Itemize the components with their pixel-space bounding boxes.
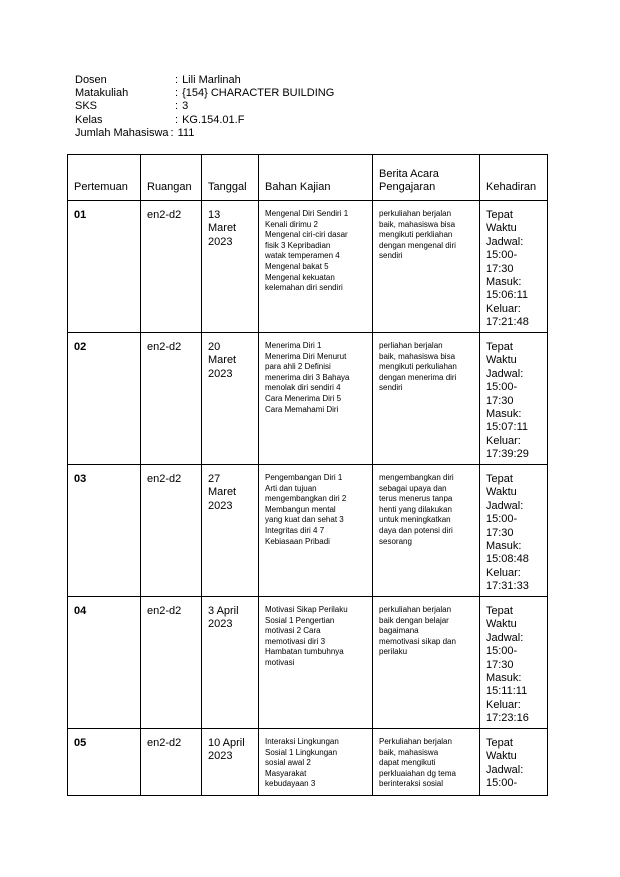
sks-row: SKS : 3 xyxy=(75,100,189,113)
header-kehadiran: Kehadiran xyxy=(480,155,548,201)
kehadiran-cell: Tepat Waktu Jadwal: 15:00- 17:30 Masuk: 15:08:48 Keluar: 17:31:33 xyxy=(486,473,529,593)
berita-acara-cell: perkuliahan berjalan baik dengan belajar bagaimana memotivasi sikap dan perilaku xyxy=(379,605,456,657)
pertemuan-cell: 05 xyxy=(74,737,87,749)
sks-value: 3 xyxy=(182,100,189,113)
bahan-kajian-cell: Menerima Diri 1 Menerima Diri Menurut para ahli 2 Definisi menerima diri 3 Bahaya menolak diri sendiri 4 Cara Menerima Diri 5 Cara Memahami Diri xyxy=(265,341,350,414)
berita-acara-cell: perkuliahan berjalan baik, mahasiswa bisa mengikuti perkliahan dengan mengenal diri sendiri xyxy=(379,209,456,261)
tanggal-cell: 13 Maret 2023 xyxy=(208,209,237,248)
table-row xyxy=(68,597,548,729)
pertemuan-cell: 01 xyxy=(74,209,87,221)
bahan-kajian-cell: Mengenal Diri Sendiri 1 Kenali dirimu 2 Mengenal ciri-ciri dasar fisik 3 Kepribadian watak temperamen 4 Mengenal bakat 5 Mengenal kekuatan kelemahan diri sendiri xyxy=(265,209,349,293)
table-row xyxy=(68,333,548,465)
pertemuan-cell: 03 xyxy=(74,473,87,485)
matakuliah-value: {154} CHARACTER BUILDING xyxy=(182,87,335,100)
header-berita-acara: Berita Acara Pengajaran xyxy=(373,155,480,201)
table-header-row xyxy=(68,155,548,201)
dosen-value: Lili Marlinah xyxy=(182,74,241,86)
dosen-label: Dosen xyxy=(75,74,107,86)
berita-acara-cell: perliahan berjalan baik, mahasiswa bisa mengikuti perkuliahan dengan menerima diri sendiri xyxy=(379,341,457,393)
ruangan-cell: en2-d2 xyxy=(147,737,182,749)
course-info xyxy=(75,74,334,140)
table-row xyxy=(68,201,548,333)
tanggal-cell: 20 Maret 2023 xyxy=(208,341,237,380)
pertemuan-cell: 02 xyxy=(74,341,87,353)
matakuliah-row: Matakuliah : {154} CHARACTER BUILDING xyxy=(75,87,335,100)
bahan-kajian-cell: Pengembangan Diri 1 Arti dan tujuan mengembangkan diri 2 Membangun mental yang kuat dan sehat 3 Integritas diri 4 7 Kebiasaan Pribadi xyxy=(265,473,347,546)
tanggal-cell: 3 April 2023 xyxy=(208,605,239,631)
pertemuan-cell: 04 xyxy=(74,605,87,617)
kehadiran-cell: Tepat Waktu Jadwal: 15:00- 17:30 Masuk: 15:11:11 Keluar: 17:23:16 xyxy=(486,605,529,725)
sks-label: SKS xyxy=(75,100,98,113)
jumlah-label: Jumlah Mahasiswa xyxy=(75,126,169,139)
ruangan-cell: en2-d2 xyxy=(147,341,182,353)
header-pertemuan: Pertemuan xyxy=(68,155,141,201)
matakuliah-label: Matakuliah xyxy=(75,87,129,100)
berita-acara-cell: Perkuliahan berjalan baik, mahasiswa dapat mengikuti perkluaiahan dg tema berinteraksi sosial xyxy=(379,737,456,789)
table-row xyxy=(68,465,548,597)
ruangan-cell: en2-d2 xyxy=(147,473,182,485)
kelas-row: Kelas : KG.154.01.F xyxy=(75,113,245,126)
tanggal-cell: 10 April 2023 xyxy=(208,737,245,763)
kelas-value: KG.154.01.F xyxy=(182,113,245,126)
kehadiran-cell: Tepat Waktu Jadwal: 15:00- 17:30 Masuk: 15:07:11 Keluar: 17:39:29 xyxy=(486,341,529,461)
schedule-table xyxy=(67,154,548,796)
ruangan-cell: en2-d2 xyxy=(147,605,182,617)
ruangan-cell: en2-d2 xyxy=(147,209,182,221)
dosen-row: Dosen : Lili Marlinah xyxy=(75,74,241,86)
berita-acara-cell: mengembangkan diri sebagai upaya dan terus menerus tanpa henti yang dilakukan untuk meningkatkan daya dan potensi diri sesorang xyxy=(379,473,454,546)
jumlah-row: Jumlah Mahasiswa : 111 xyxy=(75,126,195,139)
jumlah-value: 111 xyxy=(177,126,195,139)
bahan-kajian-cell: Motivasi Sikap Perilaku Sosial 1 Pengertian motivasi 2 Cara memotivasi diri 3 Hambatan tumbuhnya motivasi xyxy=(265,605,348,667)
header-ruangan: Ruangan xyxy=(141,155,202,201)
table-row xyxy=(68,729,548,796)
kehadiran-cell: Tepat Waktu Jadwal: 15:00- 17:30 Masuk: 15:06:11 Keluar: 17:21:48 xyxy=(486,209,529,329)
bahan-kajian-cell: Interaksi Lingkungan Sosial 1 Lingkungan sosial awal 2 Masyarakat kebudayaan 3 xyxy=(265,737,339,789)
tanggal-cell: 27 Maret 2023 xyxy=(208,473,237,512)
kelas-label: Kelas xyxy=(75,113,103,126)
header-bahan-kajian: Bahan Kajian xyxy=(259,155,373,201)
header-tanggal: Tanggal xyxy=(202,155,259,201)
kehadiran-cell: Tepat Waktu Jadwal: 15:00- xyxy=(486,737,524,790)
